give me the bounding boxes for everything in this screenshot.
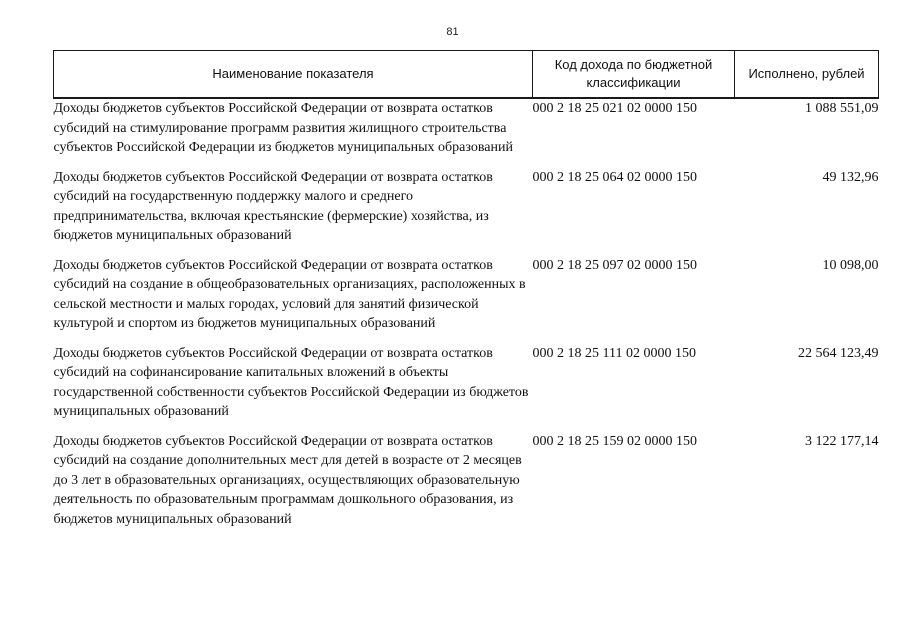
row-budget-code: 000 2 18 25 064 02 0000 150 bbox=[532, 169, 697, 185]
row-executed-amount: 1 088 551,09 bbox=[805, 101, 879, 116]
row-executed-amount: 3 122 177,14 bbox=[805, 433, 879, 449]
table-row bbox=[54, 432, 879, 540]
row-budget-code: 000 2 18 25 111 02 0000 150 bbox=[532, 345, 696, 361]
row-budget-code: 000 2 18 25 021 02 0000 150 bbox=[532, 101, 697, 116]
page-number: 81 bbox=[446, 26, 459, 38]
table-row bbox=[54, 98, 879, 168]
row-indicator-name: Доходы бюджетов субъектов Российской Федерации от возврата остатков субсидий на создание в общеобразовательных организациях, расположенных в сельской местности и малых городах, условий для занятий физической культурой и спортом из бюджетов муниципальных образований bbox=[53, 257, 526, 331]
row-indicator-name: Доходы бюджетов субъектов Российской Федерации от возврата остатков субсидий на создание дополнительных мест для детей в возрасте от 2 месяцев до 3 лет в образовательных организациях, осуществляющих образовательную деятельность по образовательным программам дошкольного образования, из бюджетов муниципальных образований bbox=[53, 433, 522, 527]
header-executed-amount: Исполнено, рублей bbox=[735, 51, 879, 99]
header-indicator-name: Наименование показателя bbox=[54, 51, 533, 99]
header-budget-code: Код дохода по бюджетной классификации bbox=[533, 51, 735, 99]
table-row bbox=[54, 256, 879, 344]
table-row bbox=[54, 168, 879, 256]
row-executed-amount: 22 564 123,49 bbox=[798, 345, 879, 361]
table-header-row bbox=[54, 51, 879, 99]
row-indicator-name: Доходы бюджетов субъектов Российской Федерации от возврата остатков субсидий на софинансирование капитальных вложений в объекты государственной собственности субъектов Российской Федерации из бюджетов муниципальных образований bbox=[53, 345, 529, 419]
row-executed-amount: 49 132,96 bbox=[822, 169, 879, 185]
row-indicator-name: Доходы бюджетов субъектов Российской Федерации от возврата остатков субсидий на государственную поддержку малого и среднего предпринимательства, включая крестьянские (фермерские) хозяйства, из бюджетов муниципальных образований bbox=[53, 169, 493, 243]
row-executed-amount: 10 098,00 bbox=[822, 257, 879, 273]
revenue-table bbox=[53, 50, 879, 539]
row-indicator-name: Доходы бюджетов субъектов Российской Федерации от возврата остатков субсидий на стимулирование программ развития жилищного строительства субъектов Российской Федерации из бюджетов муниципальных образований bbox=[53, 101, 513, 155]
table-row bbox=[54, 344, 879, 432]
row-budget-code: 000 2 18 25 159 02 0000 150 bbox=[532, 433, 697, 449]
row-budget-code: 000 2 18 25 097 02 0000 150 bbox=[532, 257, 697, 273]
